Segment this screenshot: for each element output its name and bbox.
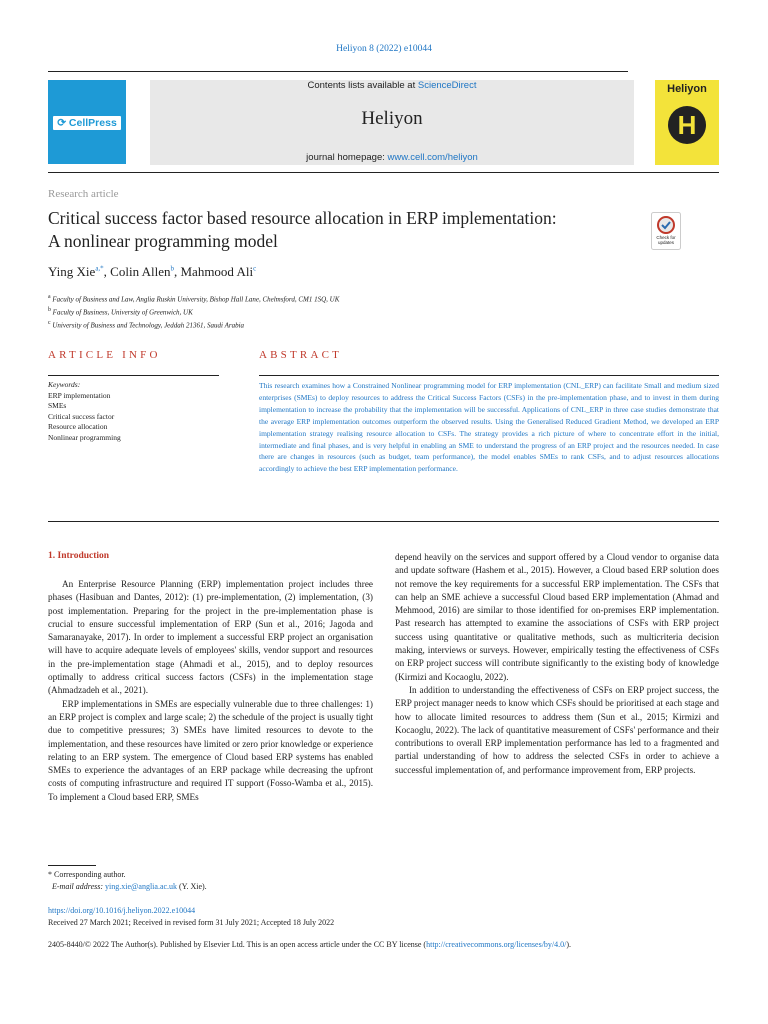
check-updates-label-2: updates	[657, 240, 675, 245]
journal-name: Heliyon	[361, 108, 423, 129]
keyword-item: ERP implementation	[48, 390, 111, 400]
license-link[interactable]: http://creativecommons.org/licenses/by/4.0/	[426, 940, 567, 949]
keyword-item: Nonlinear programming	[48, 432, 121, 442]
body-paragraph: In addition to understanding the effectiveness of CSFs on ERP project success, the ERP project manager needs to know which CSFs should be prioritised at each stage and how to allocate limited resources to address them (Sun et al., 2015; Kirmizi and Kocaoglu, 2022). The lack of quantitative measurement of CSFs' performance and their contributions to overall ERP implementation performance has led to a fragmented and partial understanding of how to address the selected CSFs in order to achieve a successful implementation of, and performance improvement from, ERP projects.	[395, 684, 719, 775]
journal-homepage: journal homepage: www.cell.com/heliyon	[306, 152, 478, 163]
keyword-item: SMEs	[48, 401, 67, 410]
author-affiliation-mark[interactable]: a,*	[95, 264, 104, 273]
body-paragraph: ERP implementations in SMEs are especially vulnerable due to three challenges: 1) an ERP project is complex and large scale; 2) the schedule of the project is usually tight due to competitive pressures; 3) SMEs have limited resources to devote to the implementation, and these resources have limited or zero prior knowledge or experience relating to an ERP system. The emergence of Cloud based ERP systems has enabled SMEs to experience the advantages of an ERP package while decreasing the upfront costs of computing infrastructure and required IT support (Fosso-Wamba et al., 2015). To implement a Cloud based ERP, SMEs	[48, 698, 373, 802]
header-top-rule	[48, 71, 628, 72]
cellpress-logo: ⟳ CellPress	[53, 116, 121, 130]
license-line: 2405-8440/© 2022 The Author(s). Published by Elsevier Ltd. This is an open access article under the CC BY license (http://creativecommons.org/licenses/by/4.0/).	[48, 940, 572, 949]
keywords-block	[48, 380, 121, 443]
affiliation-item: $^c$ University of Business and Technology, Jeddah 21361, Saudi Arabia	[48, 319, 245, 329]
right-column	[395, 551, 719, 777]
email-line: E-mail address: ying.xie@anglia.ac.uk (Y. Xie).	[52, 882, 207, 891]
left-column	[48, 578, 373, 804]
abstract-rule	[259, 375, 719, 376]
corresponding-author-note: * Corresponding author.	[48, 870, 126, 879]
doi-block	[48, 905, 334, 929]
contents-line: Contents lists available at ScienceDirect	[307, 80, 477, 91]
article-type: Research article	[48, 188, 119, 200]
cellpress-icon: ⟳	[57, 117, 69, 129]
author-name[interactable]: Colin Allen	[110, 264, 171, 279]
header-bottom-rule	[48, 172, 719, 173]
introduction-heading: 1. Introduction	[48, 551, 110, 561]
body-paragraph: An Enterprise Resource Planning (ERP) implementation project includes three phases (Hasibuan and Dantes, 2012): (1) pre-implementation, (2) implementation, (3) post implementation. Preparing for the project in the pre-implementation phase is crucial to ensure successful implementation of ERP (Sun et al., 2016; Jagoda and Samaranayake, 2017). In order to implement a successful ERP project an organisation will have to acquire adequate levels of employees' skills, vendor support and resources in the pre-implementation stage (Ahmadi et al., 2015), and to deploy resources optimally to address critical success factors (CSFs) in the implementation stage (Ahmadzadeh et al., 2021).	[48, 579, 373, 696]
affiliation-item: $^b$ Faculty of Business, University of Greenwich, UK	[48, 306, 193, 317]
homepage-link[interactable]: www.cell.com/heliyon	[387, 152, 478, 163]
email-link[interactable]: ying.xie@anglia.ac.uk	[105, 882, 178, 891]
cover-h-logo: H	[668, 106, 706, 144]
keyword-item: Resource allocation	[48, 422, 108, 431]
footnote	[48, 869, 207, 893]
journal-citation[interactable]: Heliyon 8 (2022) e10044	[336, 44, 432, 54]
abstract-text: This research examines how a Constrained Nonlinear programming model for ERP implementation (CNL_ERP) can facilitate Small and medium sized enterprises (SMEs) to deploy resources to address the Critical Success Factors (CSFs) in the pre-implementation phase, and to invest in them during implementation to increase the probability that the implementation will be successful. Applications of CNL_ERP in three case studies demonstrate that the average ERP implementation outcomes outperform the observed results. Using the Generalised Reduced Gradient Method, we developed an ERP implementation strategy realising resource allocation to CSFs. The strategy provides a rich picture of where to concentrate effort in the initial, intermediate and final phases, and is very helpful in enabling an SME to understand the progress of an ERP project and the resources needed. In case there are changes in resources (such as budget, team performance), the model enables SMEs to rank CSFs, and to adjust resources allocations accordingly to achieve the best ERP implementation performance.	[259, 381, 719, 474]
footnote-rule	[48, 865, 96, 866]
author-affiliation-mark[interactable]: b	[170, 264, 174, 273]
article-info-rule	[48, 375, 219, 376]
doi-link[interactable]: https://doi.org/10.1016/j.heliyon.2022.e10044	[48, 906, 196, 915]
cover-title: Heliyon	[667, 83, 707, 95]
author-name[interactable]: Ying Xie	[48, 264, 96, 279]
abstract-bottom-rule	[48, 521, 719, 522]
body-paragraph: depend heavily on the services and support offered by a Cloud vendor to organise data and update software (Hashem et al., 2015). However, a Cloud based ERP solution does not remove the key requirements for a successful ERP implementation. The CSFs that can help an SME achieve a successful Cloud based ERP implementation (Ahmad and Mehmood, 2016) are similar to those identified for on-premises ERP implementation. Past research has attempted to examine the associations of CSFs with ERP project success using quantitative or qualitative methods, such as multicriteria decision making, interviews or surveys. However, empirically testing the effectiveness of CSFs on ERP project success will contribute significantly to the existing body of knowledge (Kirmizi and Kocaoglu, 2022).	[395, 552, 719, 682]
author-name[interactable]: Mahmood Ali	[180, 264, 254, 279]
author-affiliation-mark[interactable]: c	[253, 264, 257, 273]
check-updates-label-1: Check for	[656, 235, 676, 240]
asterisk-icon: *	[48, 870, 54, 879]
abstract-heading: ABSTRACT	[259, 349, 343, 361]
affiliations	[48, 292, 339, 330]
affiliation-item: $^a$ Faculty of Business and Law, Anglia Ruskin University, Bishop Hall Lane, Chelmsford, CM1 1SQ, UK	[48, 294, 340, 304]
author-list: Ying Xie$^{a,*}$, Colin Allen$^b$, Mahmood Ali$^c$	[48, 264, 257, 279]
keywords-label: Keywords:	[48, 380, 81, 389]
article-info-heading: ARTICLE INFO	[48, 349, 161, 361]
received-dates: Received 27 March 2021; Received in revised form 31 July 2021; Accepted 18 July 2022	[48, 918, 335, 927]
article-title: Critical success factor based resource allocation in ERP implementation: A nonlinear programming model	[48, 208, 557, 251]
sciencedirect-link[interactable]: ScienceDirect	[417, 80, 477, 91]
keyword-item: Critical success factor	[48, 411, 115, 421]
check-for-updates-icon[interactable]	[651, 212, 681, 250]
